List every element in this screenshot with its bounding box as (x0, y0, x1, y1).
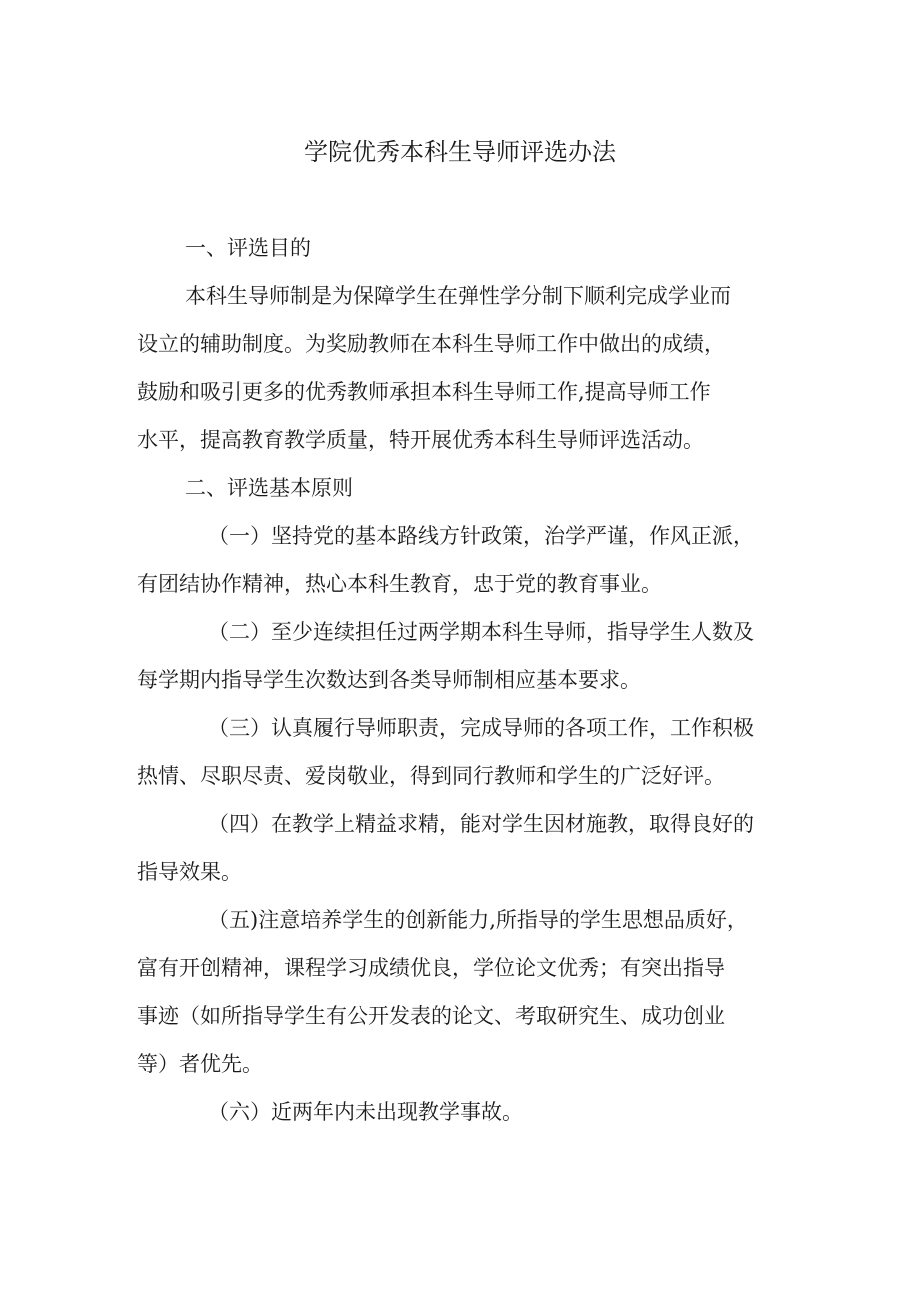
section-heading-2: 二、评选基本原则 (185, 476, 353, 500)
paragraph-line: 指导效果。 (137, 860, 242, 884)
paragraph-line: 鼓励和吸引更多的优秀教师承担本科生导师工作,提高导师工作 (137, 380, 711, 404)
paragraph-line: 热情、尽职尽责、爱岗敬业，得到同行教师和学生的广泛好评。 (137, 764, 725, 788)
principle-item-4: （四）在教学上精益求精，能对学生因材施教，取得良好的 (208, 812, 754, 836)
principle-item-1: （一）坚持党的基本路线方针政策，治学严谨，作风正派， (208, 524, 754, 548)
paragraph-line: 有团结协作精神，热心本科生教育，忠于党的教育事业。 (137, 572, 662, 596)
paragraph-line: 事迹（如所指导学生有公开发表的论文、考取研究生、成功创业 (137, 1004, 725, 1028)
paragraph-line: 富有开创精神，课程学习成绩优良，学位论文优秀；有突出指导 (137, 956, 725, 980)
principle-item-6: （六）近两年内未出现教学事故。 (208, 1100, 523, 1124)
section-heading-1: 一、评选目的 (185, 236, 311, 260)
paragraph-line: 每学期内指导学生次数达到各类导师制相应基本要求。 (137, 668, 641, 692)
paragraph-line: 等）者优先。 (137, 1052, 263, 1076)
principle-item-3: （三）认真履行导师职责，完成导师的各项工作，工作积极 (208, 716, 754, 740)
principle-item-2: （二）至少连续担任过两学期本科生导师，指导学生人数及 (208, 620, 754, 644)
principle-item-5: （五)注意培养学生的创新能力,所指导的学生思想品质好， (208, 908, 748, 932)
paragraph-line: 设立的辅助制度。为奖励教师在本科生导师工作中做出的成绩， (137, 332, 725, 356)
document-title: 学院优秀本科生导师评选办法 (304, 138, 616, 166)
paragraph-line: 本科生导师制是为保障学生在弹性学分制下顺利完成学业而 (185, 284, 731, 308)
paragraph-line: 水平，提高教育教学质量，特开展优秀本科生导师评选活动。 (137, 428, 704, 452)
